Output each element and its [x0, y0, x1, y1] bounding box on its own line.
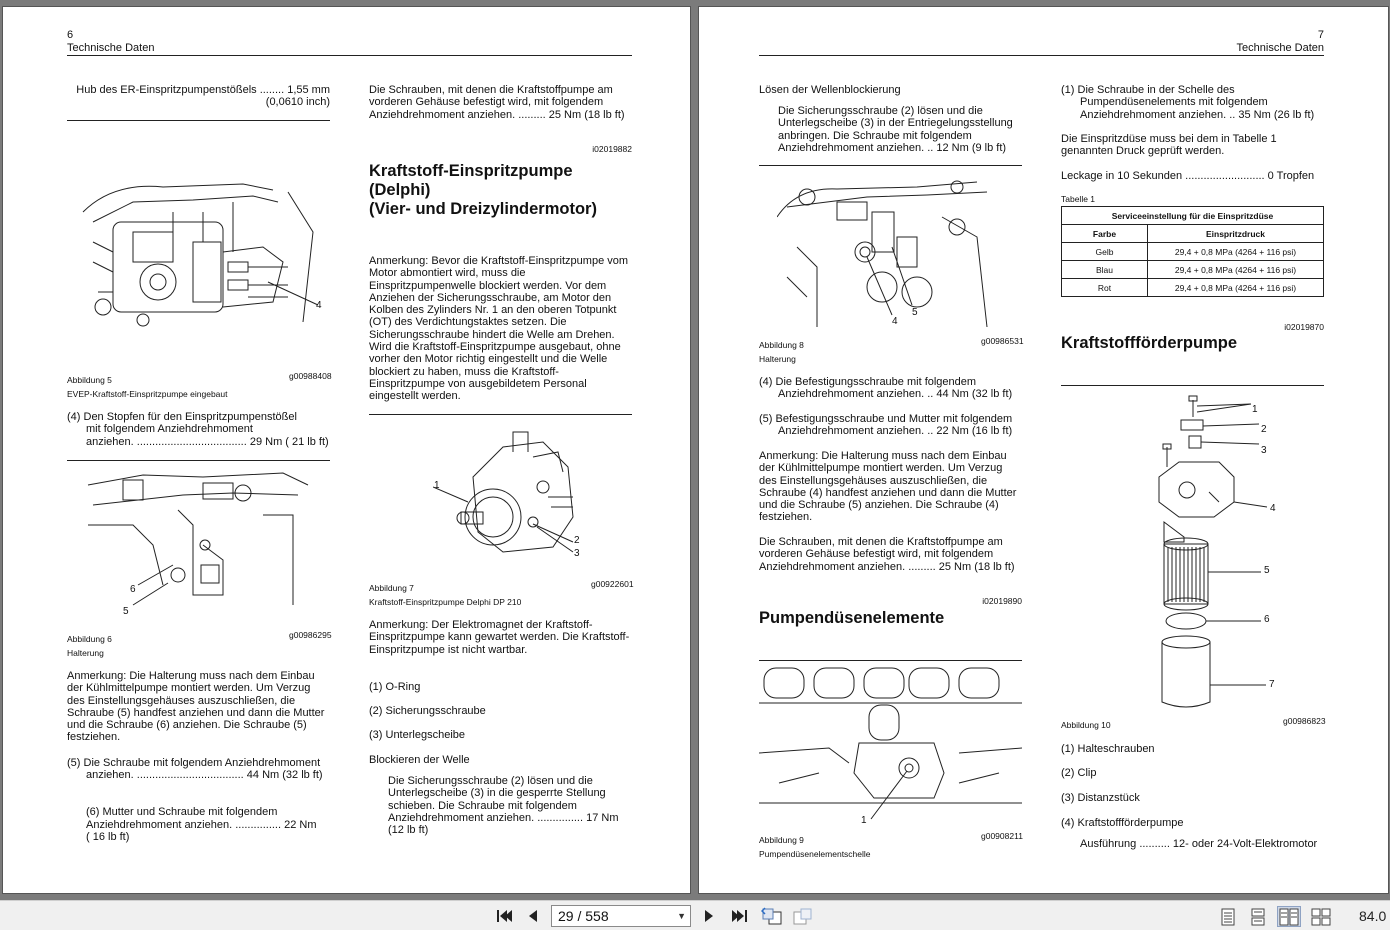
note-text: Die Halterung muss nach dem Einbau der Kühlmittelpumpe montiert werden. Um Verzug des Einstellungsgehäuses auszuschließen, die Schraube (5) handfest anziehen und dann die Mutter und die Schraube (6) anziehen. Die Schraube (5) festziehen. [67, 670, 325, 744]
figure-code: g00986823 [1283, 716, 1326, 726]
table-label: Tabelle 1 [1061, 194, 1096, 204]
note-elektromagnet [369, 619, 632, 656]
table-cell: Gelb [1062, 243, 1148, 261]
subheading: Blockieren der Welle [369, 754, 470, 766]
note-text: Die Halterung muss nach dem Einbau der Kühlmittelpumpe montiert werden. Um Verzug des Einstellungsgehäuses auszuschließen, die Schraube (4) handfest anziehen und dann die Mutter und die Schraube (5) anziehen. Die Schraube (4) festziehen. [759, 450, 1017, 524]
note-label: Anmerkung: [67, 670, 127, 682]
first-page-icon[interactable] [493, 906, 515, 926]
section-header: Technische Daten [67, 42, 155, 54]
item-4: (4) Den Stopfen für den Einspritzpumpenstößel mit folgendem Anziehdrehmoment anziehen. .................................... 29 Nm ( 21 lb ft) [67, 411, 329, 448]
item-5: (5) Die Schraube mit folgendem Anziehdrehmoment anziehen. ................................... 44 Nm (32 lb ft) [67, 757, 323, 782]
rule [759, 660, 1022, 661]
figure-label: Abbildung 5 [67, 375, 112, 385]
table-cell: 29,4 + 0,8 MPa (4264 + 116 psi) [1148, 279, 1324, 297]
item-6-text: (6) Mutter und Schraube mit folgendem Anziehdrehmoment anziehen. ............... 22 Nm ( 16 lb ft) [86, 806, 317, 843]
doc-ref: i02019882 [592, 144, 632, 154]
table-row [1062, 243, 1324, 261]
list-item: (2) Sicherungsschraube [369, 705, 486, 717]
table-cell: Rot [1062, 279, 1148, 297]
two-page-view-icon[interactable] [1277, 906, 1301, 927]
leckage: Leckage in 10 Sekunden .......................... 0 Tropfen [1061, 170, 1315, 182]
figure-callout: 7 [1269, 679, 1275, 690]
figure-callout: 3 [1261, 445, 1267, 456]
section-header: Technische Daten [1236, 42, 1324, 54]
header-rule [759, 55, 1324, 56]
schrauben-text: Die Schrauben, mit denen die Kraftstoffpumpe am vorderen Gehäuse befestigt wird, mit folgendem Anziehdrehmoment anziehen. ......... 25 Nm (18 lb ft) [759, 536, 1015, 573]
blockieren-text: Die Sicherungsschraube (2) lösen und die Unterlegscheibe (3) in die gesperrte Stellung schieben. Die Schraube mit folgendem Anziehdrehmoment anziehen. ............... 17 Nm (12 lb ft) [388, 775, 619, 837]
list-item: (1) Halteschrauben [1061, 743, 1155, 755]
list-item: (4) Kraftstoffförderpumpe [1061, 817, 1184, 829]
table-header: Farbe [1062, 225, 1148, 243]
figure-10-image [1139, 392, 1319, 717]
rule [67, 120, 330, 121]
figure-callout: 5 [912, 307, 918, 318]
list-item: (3) Distanzstück [1061, 792, 1140, 804]
figure-6-image [83, 465, 313, 615]
figure-code: g00988408 [289, 371, 332, 381]
figure-callout: 3 [574, 548, 580, 559]
page-number: 7 [1317, 29, 1324, 41]
table-header: Einspritzdruck [1148, 225, 1324, 243]
figure-label: Abbildung 8 [759, 340, 804, 350]
figure-callout: 1 [434, 480, 440, 491]
list-item: (3) Unterlegscheibe [369, 729, 465, 741]
document-page-right [698, 6, 1389, 894]
rule [67, 460, 330, 461]
figure-5-image [73, 172, 333, 332]
note-einspritzpumpe [369, 255, 632, 403]
list-item: (2) Clip [1061, 767, 1097, 779]
viewer-toolbar [0, 900, 1390, 930]
note-text: Der Elektromagnet der Kraftstoff-Einspritzpumpe kann gewartet werden. Die Kraftstoff-Einspritzpumpe ist nicht wartbar. [369, 619, 630, 656]
schrauben-intro: Die Schrauben, mit denen die Kraftstoffpumpe am vorderen Gehäuse befestigt wird, mit folgendem Anziehdrehmoment anziehen. ......... 25 Nm (18 lb ft) [369, 84, 625, 121]
figure-code: g00908211 [981, 831, 1023, 841]
figure-label: Abbildung 6 [67, 634, 112, 644]
section-title: Pumpendüsenelemente [759, 609, 945, 627]
table-cell: 29,4 + 0,8 MPa (4264 + 116 psi) [1148, 261, 1324, 279]
page-number-input[interactable] [551, 905, 691, 927]
hub-spec: Hub des ER-Einspritzpumpenstößels ........ 1,55 mm (0,0610 inch) [76, 84, 330, 109]
header-rule [67, 55, 632, 56]
figure-caption: Kraftstoff-Einspritzpumpe Delphi DP 210 [369, 597, 522, 607]
document-page-left [2, 6, 691, 894]
figure-caption: Halterung [759, 354, 796, 364]
ausfuehrung: Ausführung .......... 12- oder 24-Volt-Elektromotor [1080, 838, 1318, 850]
continuous-view-icon[interactable] [1246, 906, 1270, 927]
table-title: Serviceeinstellung für die Einspritzdüse [1062, 207, 1324, 225]
rotate-back-icon[interactable] [761, 906, 783, 926]
figure-callout: 6 [1264, 614, 1270, 625]
figure-callout: 2 [1261, 424, 1267, 435]
doc-ref: i02019870 [1284, 322, 1324, 332]
figure-8-image [777, 177, 1002, 332]
figure-callout: 4 [316, 300, 322, 311]
figure-code: g00922601 [591, 579, 634, 589]
list-item: (1) O-Ring [369, 681, 421, 693]
subheading: Lösen der Wellenblockierung [759, 84, 901, 96]
figure-callout: 1 [861, 815, 867, 826]
zoom-level[interactable]: 84.0 [1359, 908, 1387, 924]
table-row [1062, 261, 1324, 279]
figure-caption: Pumpendüsenelementschelle [759, 849, 871, 859]
figure-label: Abbildung 7 [369, 583, 414, 593]
rule [759, 165, 1022, 166]
table-cell: 29,4 + 0,8 MPa (4264 + 116 psi) [1148, 243, 1324, 261]
figure-callout: 6 [130, 584, 136, 595]
figure-callout: 5 [1264, 565, 1270, 576]
prev-page-icon[interactable] [522, 906, 544, 926]
service-table [1061, 206, 1324, 297]
last-page-icon[interactable] [729, 906, 751, 926]
figure-callout: 4 [892, 316, 898, 327]
next-page-icon[interactable] [698, 906, 720, 926]
figure-callout: 4 [1270, 503, 1276, 514]
item-5: (5) Befestigungsschraube und Mutter mit folgendem Anziehdrehmoment anziehen. .. 22 Nm (16 lb ft) [759, 413, 1013, 438]
single-page-view-icon[interactable] [1216, 906, 1240, 927]
figure-7-image [433, 427, 593, 567]
doc-ref: i02019890 [982, 596, 1022, 606]
page-number: 6 [67, 29, 74, 41]
table-cell: Blau [1062, 261, 1148, 279]
item-1: (1) Die Schraube in der Schelle des Pumpendüsenelements mit folgendem Anziehdrehmoment anziehen. .. 35 Nm (26 lb ft) [1061, 84, 1315, 121]
note-label: Anmerkung: [369, 619, 429, 631]
item-4: (4) Die Befestigungsschraube mit folgendem Anziehdrehmoment anziehen. .. 44 Nm (32 lb ft) [759, 376, 1013, 401]
rule [369, 414, 632, 415]
figure-callout: 2 [574, 535, 580, 546]
two-page-continuous-view-icon[interactable] [1309, 906, 1333, 927]
note-label: Anmerkung: [369, 255, 429, 267]
duese-text: Die Einspritzdüse muss bei dem in Tabelle 1 genannten Druck geprüft werden. [1061, 133, 1277, 158]
figure-callout: 5 [123, 606, 129, 617]
note-halterung [67, 670, 330, 744]
figure-9-image [759, 663, 1022, 833]
figure-caption: Halterung [67, 648, 104, 658]
note-text: Bevor die Kraftstoff-Einspritzpumpe vom Motor abmontiert wird, muss die Einspritzpumpenwelle blockiert werden. Vor dem Anziehen der Sicherungsschraube, am Motor den Kolben des Zylinders Nr. 1 an den oberen Totpunkt (OT) des Verdichtungstaktes setzen. Die Sicherungsschraube hindert die Welle am Drehen. Wird die Kraftstoff-Einspritzpumpe ausgebaut, ohne vorher den Motor richtig eingestellt und die Welle blockiert zu haben, muss die Kraftstoff-Einspritzpumpe von ausgebildetem Personal eingestellt werden. [369, 255, 629, 403]
rule [1061, 385, 1324, 386]
item-6 [67, 794, 330, 843]
rotate-forward-icon[interactable] [792, 906, 814, 926]
figure-label: Abbildung 10 [1061, 720, 1111, 730]
page-number-value: 29 / 558 [558, 908, 609, 924]
note-halterung [759, 450, 1022, 524]
note-label: Anmerkung: [759, 450, 819, 462]
figure-code: g00986531 [981, 336, 1024, 346]
figure-label: Abbildung 9 [759, 835, 804, 845]
loesen-text: Die Sicherungsschraube (2) lösen und die Unterlegscheibe (3) in der Entriegelungsstellung anbringen. Die Schraube mit folgendem Anziehdrehmoment anziehen. .. 12 Nm (9 lb ft) [778, 105, 1013, 154]
table-row [1062, 279, 1324, 297]
section-title: Kraftstoffförderpumpe [1061, 334, 1237, 352]
figure-callout: 1 [1252, 404, 1258, 415]
figure-code: g00986295 [289, 630, 332, 640]
chevron-down-icon[interactable]: ▼ [677, 911, 686, 921]
figure-caption: EVEP-Kraftstoff-Einspritzpumpe eingebaut [67, 389, 228, 399]
section-title: Kraftstoff-Einspritzpumpe (Delphi) (Vier- und Dreizylindermotor) [369, 162, 597, 218]
